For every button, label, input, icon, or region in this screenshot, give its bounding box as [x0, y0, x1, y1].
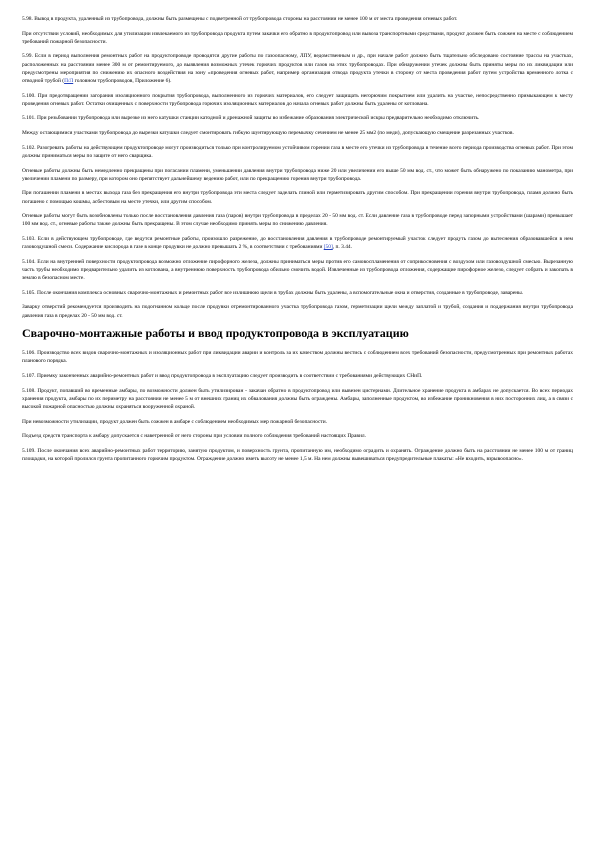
paragraph-text: Подъезд средств транспорта к амбару допускается с наветренной от него стороны при условии полного соблюдения требований настоящих Правил. [22, 433, 366, 440]
paragraph [22, 114, 573, 122]
paragraph [22, 418, 573, 426]
paragraph-text: 5.100. При предотвращении загорания изоляционного покрытия трубопровода, выполненного из горючих материалов, его следует защищать негорючим покрытием или удалить на участке, непосредственно примыкающем к месту проведения огневых работ. Остатки очищенных с поверхности трубопровода горючих изоляционных материалов до начала огневых работ должны быть удалены от котлована. [22, 92, 573, 107]
paragraph [22, 52, 573, 85]
paragraph-text: 5.105. После окончания комплекса основных сварочно-монтажных и ремонтных работ все излишнюю щели в трубах должны быть удалены, а вспомогательные окна и отверстия, созданные в трубопроводе, заварены. [22, 289, 524, 296]
reference-link[interactable]: П/Л [64, 77, 74, 84]
paragraph-text-continued: , п. 3.44. [332, 244, 353, 251]
paragraph [22, 235, 573, 251]
paragraph-text: Между остающимися участками трубопровода до вырезки катушки следует смонтировать гибкую шунтирующую перемычку сечением не менее 25 мм2 (по меди), допускающую смещение разрезанных участков. [22, 130, 514, 137]
paragraphs-after-heading [22, 349, 573, 463]
paragraph-text: 5.104. Если на внутренней поверхности продуктопровода возможно отложение пирофорного железа, должны приниматься меры против его самовоспламенения от соприкосновения с воздухом или газовоздушной смесью. Вырезанную часть трубы необходимо предварительно удалить из котлована, а внутреннюю поверхность трубопровода обильно смочить водой. Извлеченные из трубопровода отложения, содержащие пирофорное железо, следует собрать и закопать в землю в безопасном месте. [22, 258, 573, 282]
paragraph [22, 303, 573, 319]
paragraph-text-continued: головном трубопроводов, Приложение 6). [73, 77, 172, 84]
paragraph [22, 15, 573, 23]
paragraph [22, 30, 573, 46]
paragraph-text: 5.109. После окончания всех аварийно-ремонтных работ территорию, занятую продуктом, и поверхность грунта, пропитанную им, необходимо оградить и охранять. Ограждение должно быть на расстоянии не менее 100 м от границ площадки, на которой пролился грунта пропитанного горючим продуктом. Ограждение должно иметь высоту не менее 1,5 м. На нем должны вывешиваться предупредительные плакаты: «Не входить, взрывоопасно». [22, 447, 573, 463]
paragraph [22, 144, 573, 160]
paragraph-text: Огневые работы могут быть возобновлены только после восстановления давления газа (паров) внутри трубопровода в пределах 20 - 50 мм вод. ст. Если давление газа в трубопроводе перед запорными устройствами (шарами) превышает 100 мм вод. ст., огневые работы также должны быть прекращены. В этом случае необходимо принять меры по снижению давления. [22, 213, 573, 228]
paragraph-text: 5.103. Если в действующем трубопроводе, где ведутся ремонтные работы, произошло разрежение, до восстановления давления в трубопроводе ремонтируемый участок следует продуть газом до вытеснения образовавшейся в нем газовоздушной смеси. Содержание кислорода в газе в конце продувки не должно превышать 2 %, в соответствии с требованиями [22, 235, 573, 251]
paragraph [22, 167, 573, 183]
paragraph-text: 5.108. Продукт, попавший во временные амбары, по возможности должен быть утилизирован - закачан обратно в продуктопровод или вывезен цистернами. Длительное хранение продукта в амбарах не допускается. Во всех периодах хранения продукта, амбары по их периметру на расстоянии не менее 5 м от внешних границ их обвалования должны быть ограждены. Амбары, заполненные продуктом, во избежание проникновения в них посторонних лиц, а в связи с высокой пожарной опасностью должны охраняться вооруженной охраной. [22, 387, 573, 410]
paragraph-text: 5.98. Вывод в продукта, удаленный из трубопровода, должны быть размещены с подветренной от трубопровода стороны на расстоянии не менее 100 м от места проведения огневых работ. [22, 16, 458, 22]
paragraph [22, 372, 573, 380]
paragraph [22, 92, 573, 108]
paragraph [22, 129, 573, 137]
paragraph-text: Огневые работы должны быть немедленно прекращены при погасании пламени, уменьшении давления внутри трубопровода ниже 20 или увеличении его выше 50 мм вод. ст., что может быть обнаружено по показанию манометра, при увеличении пламени по размеру, при котором оно препятствует дальнейшему ведению работ, или по прекращению горения внутри трубопровода. [22, 167, 573, 182]
paragraph [22, 189, 573, 205]
paragraphs-before-heading [22, 15, 573, 320]
paragraph [22, 447, 573, 463]
paragraph-text: 5.106. Производство всех видов сварочно-монтажных и изоляционных работ при ликвидации аварии и контроль за их качеством должны вестись с соблюдением всех требований безопасности, предусмотренных при ремонтных работах планового порядка. [22, 350, 573, 365]
paragraph-text: 5.102. Разогревать работы на действующем продуктопроводе могут производиться только при контролируемом устойчивом горении газа в месте его утечки из трубопровода в течение всего периода производства огневых работ. При этом должны приниматься меры по защите от него сварщика. [22, 144, 573, 159]
paragraph [22, 432, 573, 440]
paragraph-text: При погашении пламени в местах выхода газа без прекращения его внутри трубопровода эти места следует заделать глиной или герметизировать другим способом. При прекращении горения внутри трубопровода, пламя должно быть погашено с помощью кошмы, асбестовым на месте утечки, или другим способом. [22, 190, 573, 205]
paragraph-text: Заварку отверстий рекомендуется производить на подогнанном кольце после продувки отремонтированного участка трубопровода газом, герметизации щели между заплатой и трубой, создания и поддержания внутри трубопровода давления газа в пределах 20 - 50 мм вод. ст. [22, 304, 573, 319]
paragraph [22, 212, 573, 228]
reference-link[interactable]: [50] [323, 244, 333, 251]
paragraph-text: 5.101. При резьбовании трубопровода или вырезке из него катушки станции катодной и дренажной защиты во избежание образования электрической искры предварительно необходимо отключить. [22, 115, 480, 122]
paragraph-text: 5.107. Приемку законченных аварийно-ремонтных работ и ввод продуктопровода в эксплуатацию следует производить в соответствии с требованиями действующих СНиП. [22, 373, 423, 380]
paragraph-text: При невозможности утилизации, продукт должен быть сожжен в амбаре с соблюдением необходимых мер пожарной безопасности. [22, 418, 328, 425]
paragraph [22, 289, 573, 297]
paragraph-text: При отсутствии условий, необходимых для утилизации извлекаемого из трубопровода продукта путем закачки его обратно в продуктопровод или вывоза транспортными средствами, продукт должен быть сожжен на месте с соблюдением требований пожарной безопасности. [22, 30, 573, 45]
paragraph [22, 387, 573, 411]
paragraph [22, 258, 573, 282]
section-heading: Сварочно-монтажные работы и ввод продуктопровода в эксплуатацию [22, 326, 409, 341]
paragraph-text: 5.99. Если в период выполнения ремонтных работ на продуктопроводе проводятся другие работы по газоопасному, ЛПУ, ведомственным и др., при начале работ должно быть тщательно обследовано состояние трассы на участках, расположенных на расстоянии менее 300 м от ремонтируемого, до выявления возможных утечек горючих продуктов или газов на этих трубопроводах. При обнаружении утечек должны быть приняты меры по их ликвидации или предусмотрены мероприятия по снижению их опасного воздействия на зону «проведения огневых работ, например организация отвода продукта утечки в сторону от места проведения работ путем устройства временного лотка с отводной трубой ( [22, 53, 573, 84]
paragraph [22, 349, 573, 365]
